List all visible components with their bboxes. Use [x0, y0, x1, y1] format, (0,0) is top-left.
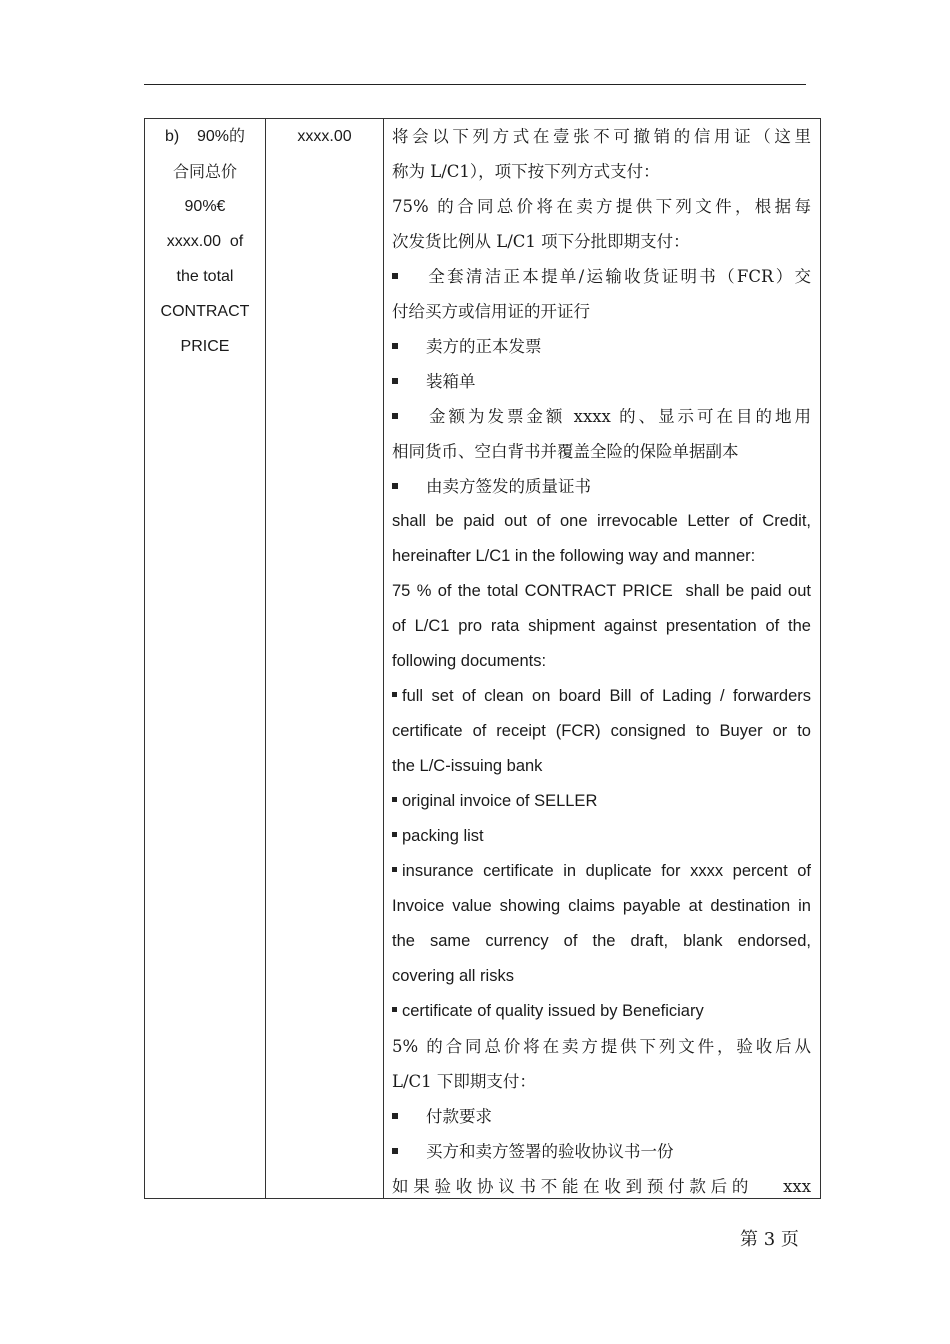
terms-line: of L/C1 pro rata shipment against presentation of the	[392, 617, 811, 635]
terms-line: L/C1 下即期支付：	[392, 1072, 536, 1091]
list-item	[392, 784, 811, 819]
terms-line: 如果验收协议书不能在收到预付款后的 xxx	[392, 1177, 811, 1196]
list-item	[392, 329, 811, 364]
bullet-square-icon	[392, 329, 426, 364]
bullet-square-icon	[392, 1134, 426, 1169]
list-item	[392, 399, 811, 434]
payment-terms-table	[144, 118, 821, 1199]
bullet-square-icon	[392, 692, 397, 697]
bullet-square-icon	[392, 832, 397, 837]
terms-line: shall be paid out of one irrevocable Letter of Credit,	[392, 512, 811, 530]
header-rule	[144, 84, 806, 85]
list-item	[392, 1099, 811, 1134]
list-item	[392, 469, 811, 504]
terms-line: 付给买方或信用证的开证行	[392, 302, 590, 321]
installment-cell	[145, 119, 266, 1198]
terms-line: following documents:	[392, 652, 547, 670]
list-item	[392, 994, 811, 1029]
bullet-square-icon	[392, 1007, 397, 1012]
bullet-square-icon	[392, 469, 426, 504]
terms-line: 75 % of the total CONTRACT PRICE shall be paid out	[392, 582, 811, 600]
installment-line: b) 90%的	[164, 128, 246, 145]
bullet-square-icon	[392, 399, 426, 434]
terms-line: Invoice value showing claims payable at destination in	[392, 897, 811, 915]
terms-cell	[384, 119, 820, 1198]
terms-line: certificate of receipt (FCR) consigned to Buyer or to	[392, 722, 811, 740]
terms-line: 称为 L/C1），项下按下列方式支付：	[392, 162, 660, 181]
bullet-square-icon	[392, 1099, 426, 1134]
list-item-text: 卖方的正本发票	[426, 337, 542, 356]
list-item	[392, 259, 811, 294]
terms-line: hereinafter L/C1 in the following way and manner:	[392, 547, 756, 565]
terms-line: the same currency of the draft, blank endorsed,	[392, 932, 811, 950]
bullet-square-icon	[392, 259, 426, 294]
list-item-text: certificate of quality issued by Beneficiary	[402, 1002, 704, 1020]
list-item	[392, 1134, 811, 1169]
list-item	[392, 364, 811, 399]
bullet-square-icon	[392, 797, 397, 802]
terms-line: 相同货币、空白背书并覆盖全险的保险单据副本	[392, 442, 739, 461]
installment-line: PRICE	[180, 338, 230, 355]
installment-line: 90%€	[184, 198, 226, 215]
list-item-text: original invoice of SELLER	[402, 792, 598, 810]
list-item-text: 买方和卖方签署的验收协议书一份	[426, 1142, 674, 1161]
list-item-text: full set of clean on board Bill of Lading / forwarders	[402, 687, 811, 705]
bullet-square-icon	[392, 867, 397, 872]
list-item-text: 由卖方签发的质量证书	[426, 477, 591, 496]
list-item-text: 全套清洁正本提单/运输收货证明书（FCR）交	[426, 267, 811, 286]
list-item-text: insurance certificate in duplicate for xxxx percent of	[402, 862, 811, 880]
installment-line: CONTRACT	[160, 303, 250, 320]
list-item-text: 装箱单	[426, 372, 476, 391]
list-item-text: 金额为发票金额 xxxx 的、显示可在目的地用	[426, 407, 811, 426]
installment-line: the total	[176, 268, 234, 285]
amount-cell	[266, 119, 384, 1198]
terms-line: 5% 的合同总价将在卖方提供下列文件，验收后从	[392, 1037, 811, 1056]
installment-line: xxxx.00 of	[166, 233, 244, 250]
terms-line: covering all risks	[392, 967, 514, 985]
terms-line: 75% 的合同总价将在卖方提供下列文件，根据每	[392, 197, 811, 216]
list-item	[392, 854, 811, 889]
page-number: 第 3 页	[740, 1229, 799, 1250]
terms-line: 将会以下列方式在壹张不可撤销的信用证（这里	[392, 127, 811, 146]
installment-line: 合同总价	[172, 162, 237, 181]
list-item-text: packing list	[402, 827, 484, 845]
list-item-text: 付款要求	[426, 1107, 492, 1126]
terms-line: the L/C-issuing bank	[392, 757, 543, 775]
amount-value: xxxx.00	[297, 128, 352, 145]
list-item	[392, 819, 811, 854]
list-item	[392, 679, 811, 714]
terms-line: 次发货比例从 L/C1 项下分批即期支付：	[392, 232, 690, 251]
bullet-square-icon	[392, 364, 426, 399]
